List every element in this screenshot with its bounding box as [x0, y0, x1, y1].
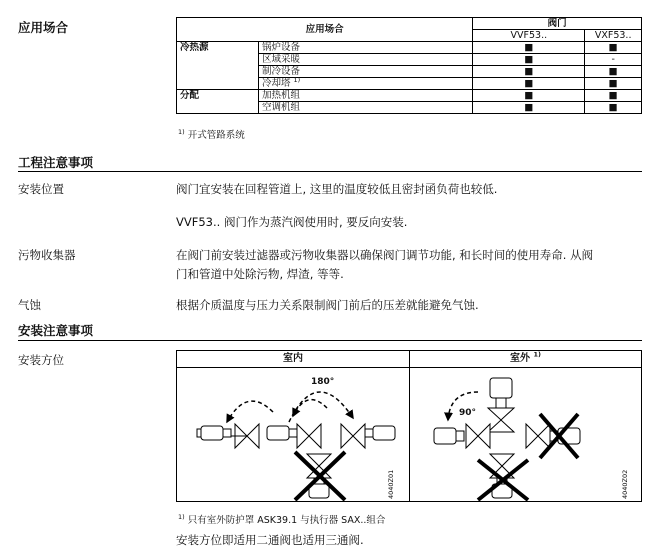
table-row — [177, 42, 642, 54]
label-strainer: 污物收集器 — [18, 248, 76, 262]
section-divider — [18, 340, 642, 341]
figure-title-indoor: 室内 — [283, 353, 303, 364]
label-install-location: 安装位置 — [18, 182, 64, 196]
actuator-horizontal-left — [197, 424, 259, 448]
section-title-mounting: 安装注意事项 — [18, 323, 94, 338]
cell-vvf: ■ — [473, 42, 585, 54]
cell-vvf: ■ — [473, 90, 585, 102]
table-footnote: $^{1)}$ 开式管路系统 — [178, 127, 245, 141]
section-title-engineering: 工程注意事项 — [18, 155, 94, 170]
actuator-horizontal — [434, 424, 490, 448]
mounting-figure — [176, 350, 642, 502]
row-label: 冷却塔 $^{1)}$ — [259, 78, 473, 90]
cell-vvf: ■ — [473, 102, 585, 114]
figure-code-outdoor: 4040Z02 — [621, 469, 629, 499]
cell-vxf: - — [585, 54, 642, 66]
outdoor-mounting-diagram — [410, 368, 642, 502]
cell-vvf: ■ — [473, 54, 585, 66]
mounting-note: 安装方位即适用二通阀也适用三通阀. — [176, 533, 364, 547]
text-install-location: 阀门宜安装在回程管道上, 这里的温度较低且密封函负荷也较低. — [176, 182, 498, 196]
actuator-horizontal-right — [341, 424, 395, 448]
table-header-valve: 阀门 — [473, 18, 642, 30]
row-label: 区域采暖 — [259, 54, 473, 66]
text-strainer-line2: 门和管道中处除污物, 焊渣, 等等. — [176, 267, 344, 281]
figure-code-indoor: 4040Z01 — [387, 469, 395, 499]
cell-vxf: ■ — [585, 102, 642, 114]
group-heating-cooling: 冷热源 — [177, 42, 259, 90]
table-header-vxf: VXF53.. — [585, 30, 642, 42]
row-label: 锅炉设备 — [259, 42, 473, 54]
row-label: 制冷设备 — [259, 66, 473, 78]
text-cavitation: 根据介质温度与压力关系限制阀门前后的压差就能避免气蚀. — [176, 298, 479, 312]
actuator-middle — [267, 424, 321, 448]
table-header-application: 应用场合 — [177, 18, 473, 42]
figure-footnote: $^{1)}$ 只有室外防护罩 ASK39.1 与执行器 SAX..组合 — [178, 512, 386, 526]
figure-title-outdoor: 室外 $^{1)}$ — [510, 350, 541, 364]
cell-vxf: ■ — [585, 42, 642, 54]
table-row — [177, 90, 642, 102]
group-distribution: 分配 — [177, 90, 259, 114]
application-table — [176, 17, 642, 114]
text-steam-valve: VVF53.. 阀门作为蒸汽阀使用时, 要反向安装. — [176, 215, 408, 229]
section-divider — [18, 171, 642, 172]
section-title-application: 应用场合 — [18, 20, 69, 35]
table-header-vvf: VVF53.. — [473, 30, 585, 42]
angle-outdoor: 90° — [459, 408, 477, 418]
cell-vxf: ■ — [585, 78, 642, 90]
row-label: 加热机组 — [259, 90, 473, 102]
cell-vxf: ■ — [585, 90, 642, 102]
cell-vxf: ■ — [585, 66, 642, 78]
actuator-upright — [488, 378, 514, 432]
indoor-mounting-diagram — [177, 368, 409, 502]
cell-vvf: ■ — [473, 78, 585, 90]
cell-vvf: ■ — [473, 66, 585, 78]
label-mounting-position: 安装方位 — [18, 353, 64, 367]
angle-indoor: 180° — [311, 377, 335, 387]
row-label: 空调机组 — [259, 102, 473, 114]
text-strainer-line1: 在阀门前安装过滤器或污物收集器以确保阀门调节功能, 和长时间的使用寿命. 从阀 — [176, 248, 594, 262]
label-cavitation: 气蚀 — [18, 298, 41, 312]
